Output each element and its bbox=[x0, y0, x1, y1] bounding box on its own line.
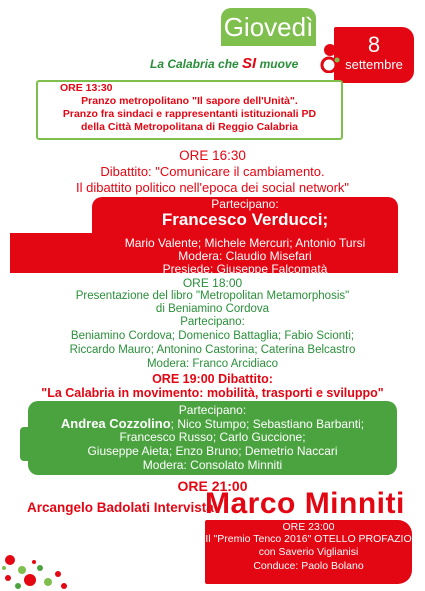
day-badge: Giovedì bbox=[221, 8, 316, 46]
event3-title-line1: Presentazione del libro "Metropolitan Metamorphosis" bbox=[75, 290, 350, 302]
event4-panel bbox=[28, 401, 397, 475]
event2-title-line1: Dibattito: "Comunicare il cambiamento. bbox=[100, 164, 325, 179]
slogan-post: muove bbox=[256, 57, 299, 71]
lunch-event-box bbox=[36, 80, 343, 140]
date-month: settembre bbox=[345, 57, 403, 72]
event3-title-line2: di Beniamino Cordova bbox=[155, 303, 270, 315]
event3-participants-label: Partecipano: bbox=[180, 316, 245, 328]
event6-time: ORE 23:00 bbox=[282, 521, 335, 533]
event2-title-line2: Il dibattito politico nell'epoca dei social network" bbox=[75, 180, 350, 195]
event4-names-line1 bbox=[28, 416, 397, 431]
event6-panel bbox=[205, 520, 412, 584]
event1-line2: Pranzo fra sindaci e rappresentanti istituzionali PD bbox=[62, 108, 317, 120]
event4-names1: ; Nico Stumpo; Sebastiano Barbanti; bbox=[170, 417, 365, 431]
event2-time: ORE 16:30 bbox=[179, 148, 246, 163]
event1-time: ORE 13:30 bbox=[60, 82, 113, 94]
date-box bbox=[334, 27, 414, 83]
event5-interviewer: Arcangelo Badolati Intervista bbox=[27, 500, 214, 515]
event2-other-speakers: Mario Valente; Michele Mercuri; Antonio Tursi bbox=[124, 236, 366, 250]
date-day: 8 bbox=[367, 32, 381, 57]
event3-time: ORE 18:00 bbox=[182, 276, 243, 290]
event4-names-line2: Francesco Russo; Carlo Guccione; bbox=[119, 430, 306, 444]
event1-line1: Pranzo metropolitano "Il sapore dell'Unità". bbox=[81, 95, 298, 107]
event5-time: ORE 21:00 bbox=[177, 478, 248, 494]
event2-panel bbox=[92, 197, 398, 276]
event3-names-line2: Riccardo Mauro; Antonino Castorina; Caterina Belcastro bbox=[69, 344, 356, 356]
event6-line2: con Saverio Viglianisi bbox=[258, 546, 359, 558]
event2-moderator: Modera: Claudio Misefari bbox=[178, 249, 312, 263]
event3-moderator: Modera: Franco Arcidiaco bbox=[146, 358, 279, 370]
event2-participants-label: Partecipano: bbox=[211, 197, 279, 211]
event5-guest: Marco Minniti bbox=[205, 487, 405, 520]
event3-names-line1: Beniamino Cordova; Domenico Battaglia; Fabio Scionti; bbox=[70, 330, 355, 342]
event6-line3: Conduce: Paolo Bolano bbox=[253, 560, 364, 572]
slogan bbox=[150, 55, 298, 72]
party-logo-icon bbox=[316, 43, 342, 73]
event1-line3: della Città Metropolitana di Reggio Calabria bbox=[80, 121, 299, 133]
event4-title: "La Calabria in movimento: mobilità, trasporti e sviluppo" bbox=[41, 386, 384, 400]
decorative-dots-icon bbox=[0, 520, 80, 591]
event4-time-title: ORE 19:00 Dibattito: bbox=[152, 372, 273, 386]
event2-main-speaker: Francesco Verducci; bbox=[161, 210, 329, 229]
event6-line1: Il "Premio Tenco 2016" OTELLO PROFAZIO bbox=[205, 533, 412, 545]
event2-president: Presiede: Giuseppe Falcomatà bbox=[162, 262, 328, 276]
event4-lead-speaker: Andrea Cozzolino bbox=[60, 416, 171, 431]
event4-participants-label: Partecipano: bbox=[178, 403, 247, 417]
slogan-pre: La Calabria che bbox=[150, 57, 243, 71]
event4-moderator: Modera: Consolato Minniti bbox=[142, 458, 283, 472]
slogan-si: SI bbox=[242, 55, 257, 72]
event4-names-line3: Giuseppe Aieta; Enzo Bruno; Demetrio Naccari bbox=[87, 444, 338, 458]
